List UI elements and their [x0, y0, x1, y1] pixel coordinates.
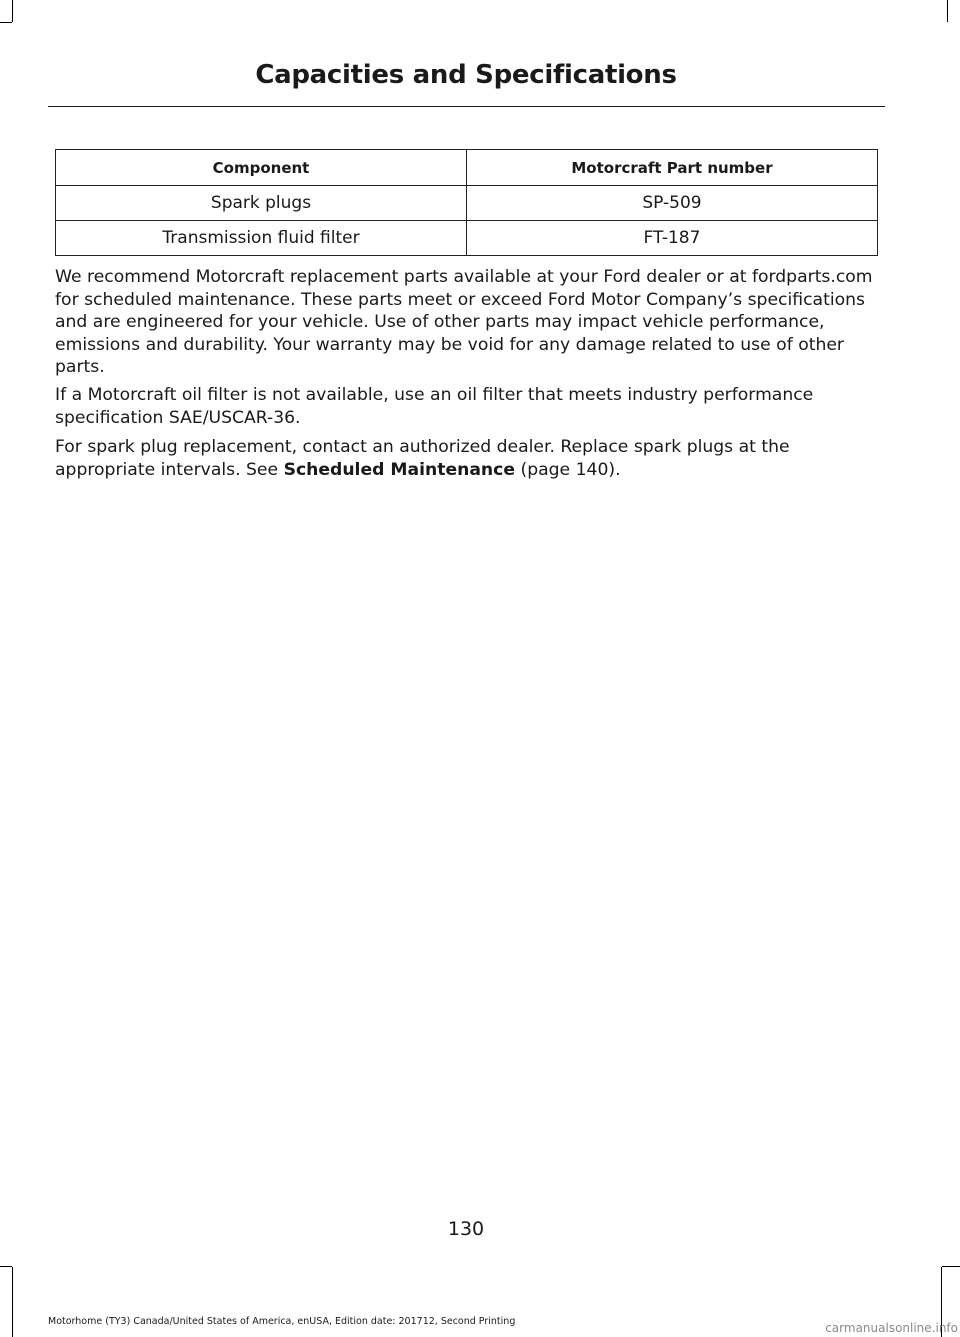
scheduled-maintenance-link[interactable]: Scheduled Maintenance: [283, 459, 516, 480]
table-cell-part-number: FT-187: [467, 221, 878, 256]
spark-plug-note-text: For spark plug replacement, contact an authorized dealer. Replace spark plugs at the appropriate intervals. See: [55, 437, 790, 480]
paragraph-oil-filter: If a Motorcraft oil filter is not available, use an oil filter that meets industry performance specification SAE/USCAR-36.: [55, 385, 814, 428]
crop-mark: [12, 1267, 13, 1337]
column-header-part-number: Motorcraft Part number: [467, 150, 878, 186]
table-cell-part-number: SP-509: [467, 186, 878, 221]
column-header-component: Component: [56, 150, 467, 186]
crop-mark: [947, 0, 948, 22]
table-row: [56, 186, 878, 221]
sentence-end: .: [615, 459, 621, 480]
paragraph-spark-plug-replacement: [55, 436, 880, 481]
page-title: Capacities and Specifications: [255, 60, 677, 90]
watermark: carmanualsonline.info: [825, 1321, 958, 1335]
crop-mark: [0, 22, 12, 23]
parts-table: [55, 149, 878, 256]
page-reference: (page 140): [520, 459, 616, 480]
page-number: 130: [447, 1218, 485, 1240]
crop-mark: [942, 1266, 960, 1267]
table-cell-component: Transmission fluid filter: [56, 221, 467, 256]
table-cell-component: Spark plugs: [56, 186, 467, 221]
table-row: [56, 221, 878, 256]
crop-mark: [0, 1266, 12, 1267]
table-header-row: [56, 150, 878, 186]
paragraph-motorcraft-recommendation: We recommend Motorcraft replacement parts available at your Ford dealer or at fordparts.com for scheduled maintenance. These parts meet or exceed Ford Motor Company’s specifications and are engineered for your vehicle. Use of other parts may impact vehicle performance, emissions and durability. Your warranty may be void for any damage related to use of other parts.: [55, 267, 873, 377]
crop-mark: [12, 0, 13, 22]
title-divider: [48, 106, 885, 107]
footer-edition-info: Motorhome (TY3) Canada/United States of America, enUSA, Edition date: 201712, Second Printing: [48, 1316, 516, 1327]
